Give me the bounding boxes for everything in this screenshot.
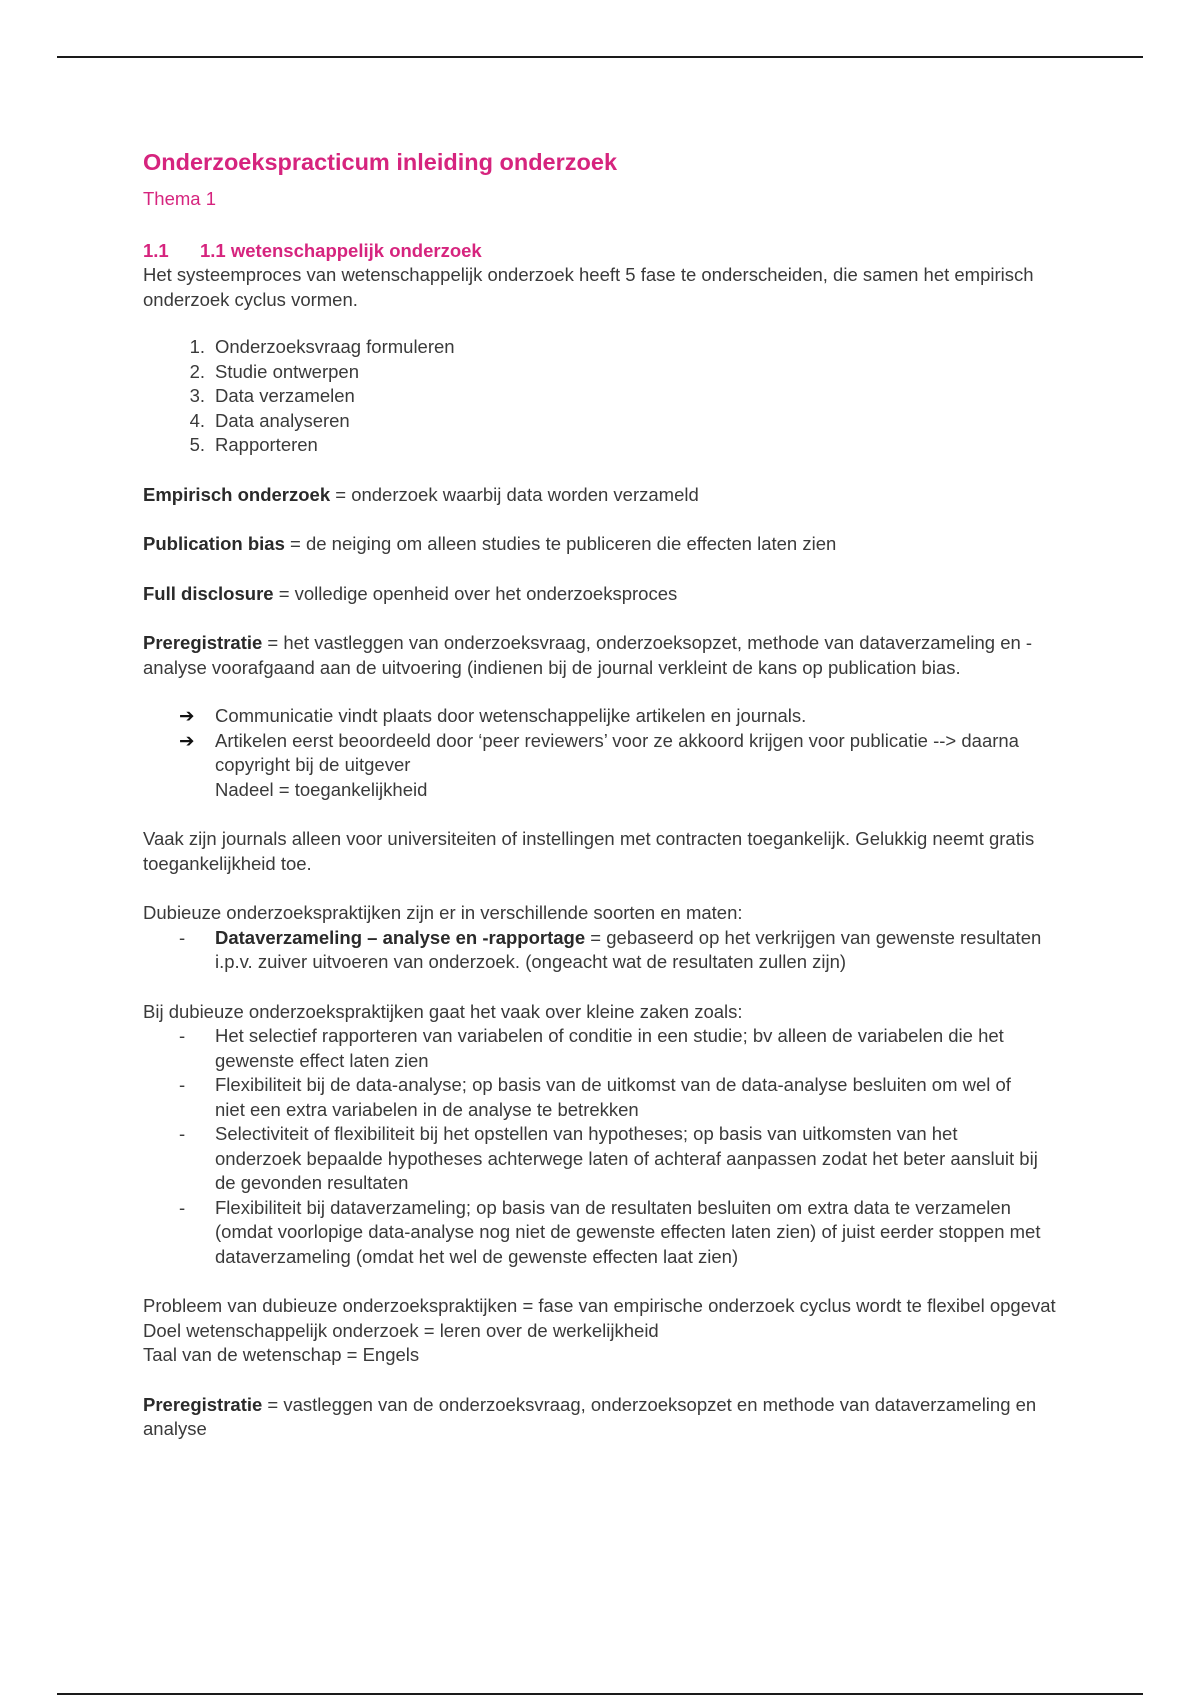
list-item: 2. Studie ontwerpen	[189, 360, 359, 382]
dash-bullet: -	[179, 926, 186, 948]
section-number: 1.1	[143, 239, 169, 261]
document-page	[143, 147, 1063, 1442]
taal-line: Taal van de wetenschap = Engels	[143, 1344, 420, 1365]
arrow-icon: ➔	[179, 705, 195, 726]
list-item: - Flexibiliteit bij dataverzameling; op basis van de resultaten besluiten om extra data te verzamelen (omdat voorlopige data-analyse nog niet de gewenste effecten laten zien) of juist eerder stoppen met dataverzameling (omdat het wel de gewenste effecten laat zien)	[143, 1196, 1063, 1270]
list-item: 3. Data verzamelen	[189, 385, 355, 406]
steps-list	[143, 335, 1063, 458]
list-item: ➔ Artikelen eerst beoordeeld door ‘peer reviewers’ voor ze akkoord krijgen voor publicatie --> daarna copyright bij de uitgever	[143, 729, 1063, 778]
probleem-line: Probleem van dubieuze onderzoekspraktijken = fase van empirische onderzoek cyclus wordt te flexibel opgevat	[143, 1295, 1056, 1316]
dash-bullet: -	[179, 1196, 186, 1218]
document-title: Onderzoekspracticum inleiding onderzoek	[143, 149, 618, 175]
list-item: - Flexibiliteit bij de data-analyse; op basis van de uitkomst van de data-analyse besluiten om wel of niet een extra variabelen in de analyse te betrekken	[143, 1073, 1063, 1122]
dubieus-list	[143, 926, 1063, 975]
top-rule	[57, 56, 1143, 58]
arrow-list	[143, 704, 1063, 802]
intro-paragraph: Het systeemproces van wetenschappelijk onderzoek heeft 5 fase te onderscheiden, die samen het empirisch onderzoek cyclus vormen.	[143, 264, 1034, 310]
definition-publication-bias: Publication bias = de neiging om alleen studies te publiceren die effecten laten zien	[143, 533, 837, 554]
list-item: - Het selectief rapporteren van variabelen of conditie in een studie; bv alleen de variabelen die het gewenste effect laten zien	[143, 1024, 1063, 1073]
arrow-note: Nadeel = toegankelijkheid	[215, 778, 428, 800]
dash-bullet: -	[179, 1123, 186, 1144]
document-subtitle: Thema 1	[143, 188, 217, 209]
journals-paragraph: Vaak zijn journals alleen voor universiteiten of instellingen met contracten toegankelijk. Gelukkig neemt gratis toegankelijkheid toe.	[143, 828, 1035, 874]
list-item: ➔ Communicatie vindt plaats door wetenschappelijke artikelen en journals.	[143, 704, 1063, 729]
dubieus-intro: Dubieuze onderzoekspraktijken zijn er in verschillende soorten en maten:	[143, 902, 743, 923]
kleine-zaken-list	[143, 1024, 1063, 1269]
list-item: 1. Onderzoeksvraag formuleren	[189, 336, 455, 357]
definition-preregistratie: Preregistratie = het vastleggen van onderzoeksvraag, onderzoeksopzet, methode van dataverzameling en -analyse voorafgaand aan de uitvoering (indienen bij de journal verkleint de kans op publication bias.	[143, 632, 1033, 678]
section-label: 1.1 wetenschappelijk onderzoek	[200, 239, 482, 261]
dash-bullet: -	[179, 1025, 186, 1046]
dash-bullet: -	[179, 1074, 186, 1095]
definition-preregistratie-2: Preregistratie = vastleggen van de onderzoeksvraag, onderzoeksopzet en methode van dataverzameling en analyse	[143, 1393, 1037, 1439]
definition-empirisch: Empirisch onderzoek = onderzoek waarbij data worden verzameld	[143, 483, 699, 505]
arrow-icon: ➔	[179, 729, 195, 751]
definition-full-disclosure: Full disclosure = volledige openheid over het onderzoeksproces	[143, 582, 678, 604]
kleine-zaken-intro: Bij dubieuze onderzoekspraktijken gaat het vaak over kleine zaken zoals:	[143, 1000, 743, 1022]
list-item: 4. Data analyseren	[189, 409, 350, 431]
doel-line: Doel wetenschappelijk onderzoek = leren over de werkelijkheid	[143, 1319, 659, 1341]
section-heading	[143, 239, 1063, 264]
list-item: - Dataverzameling – analyse en -rapportage = gebaseerd op het verkrijgen van gewenste resultaten i.p.v. zuiver uitvoeren van onderzoek. (ongeacht wat de resultaten zullen zijn)	[143, 926, 1063, 975]
list-item: - Selectiviteit of flexibiliteit bij het opstellen van hypotheses; op basis van uitkomsten van het onderzoek bepaalde hypotheses achterwege laten of achteraf aanpassen zodat het beter aansluit bij de gevonden resultaten	[143, 1122, 1063, 1196]
list-item: 5. Rapporteren	[189, 434, 318, 455]
bottom-rule	[57, 1693, 1143, 1695]
